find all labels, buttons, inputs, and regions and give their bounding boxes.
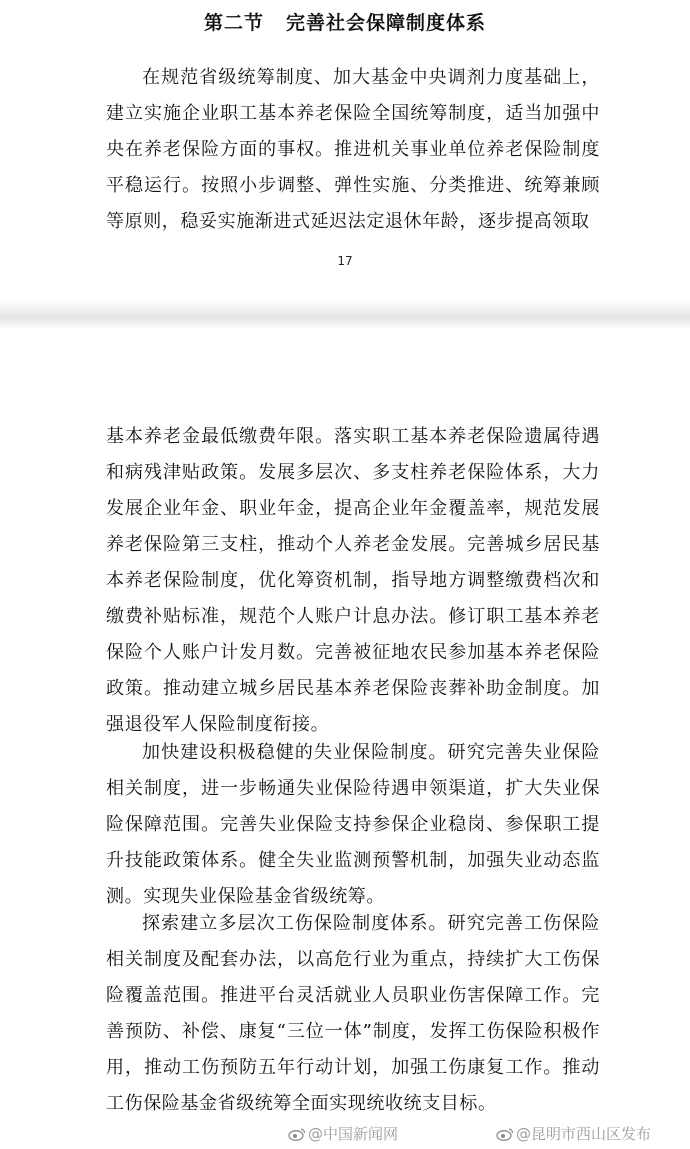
section-heading: 完善社会保障制度体系: [286, 12, 487, 34]
watermark-text: @昆明市西山区发布: [516, 1125, 652, 1143]
paragraph-pension-continued: 基本养老金最低缴费年限。落实职工基本养老保险遗属待遇和病残津贴政策。发展多层次、多支柱养老保险体系，大力发展企业年金、职业年金，提高企业年金覆盖率，规范发展养老保险第三支柱，推动个人养老金发展。完善城乡居民基本养老保险制度，优化筹资机制，指导地方调整缴费档次和缴费补贴标准，规范个人账户计息办法。修订职工基本养老保险个人账户计发月数。完善被征地农民参加基本养老保险政策。推动建立城乡居民基本养老保险丧葬补助金制度。加强退役军人保险制度衔接。: [106, 426, 600, 735]
page-number: 17: [337, 254, 353, 268]
watermark-chinanews: [288, 1124, 398, 1144]
watermark-text: @中国新闻网: [308, 1125, 399, 1143]
section-title: [0, 8, 690, 35]
page-separator: [0, 300, 690, 330]
weibo-icon: [496, 1127, 514, 1141]
weibo-icon: [288, 1127, 306, 1141]
paragraph-unemployment-insurance: 加快建设积极稳健的失业保险制度。研究完善失业保险相关制度，进一步畅通失业保险待遇申领渠道，扩大失业保险保障范围。完善失业保险支持参保企业稳岗、参保职工提升技能政策体系。健全失业监测预警机制，加强失业动态监测。实现失业保险基金省级统筹。: [106, 742, 600, 907]
paragraph-work-injury-insurance: 探索建立多层次工伤保险制度体系。研究完善工伤保险相关制度及配套办法，以高危行业为重点，持续扩大工伤保险覆盖范围。推进平台灵活就业人员职业伤害保障工作。完善预防、补偿、康复“三位一体”制度，发挥工伤保险积极作用，推动工伤预防五年行动计划，加强工伤康复工作。推动工伤保险基金省级统筹全面实现统收统支目标。: [106, 913, 600, 1114]
section-number: 第二节: [203, 12, 264, 34]
paragraph-pension-national-pooling: 在规范省级统筹制度、加大基金中央调剂力度基础上，建立实施企业职工基本养老保险全国统筹制度，适当加强中央在养老保险方面的事权。推进机关事业单位养老保险制度平稳运行。按照小步调整、弹性实施、分类推进、统筹兼顾等原则，稳妥实施渐进式延迟法定退休年龄，逐步提高领取: [106, 67, 600, 232]
watermark-xishan: [496, 1124, 651, 1144]
